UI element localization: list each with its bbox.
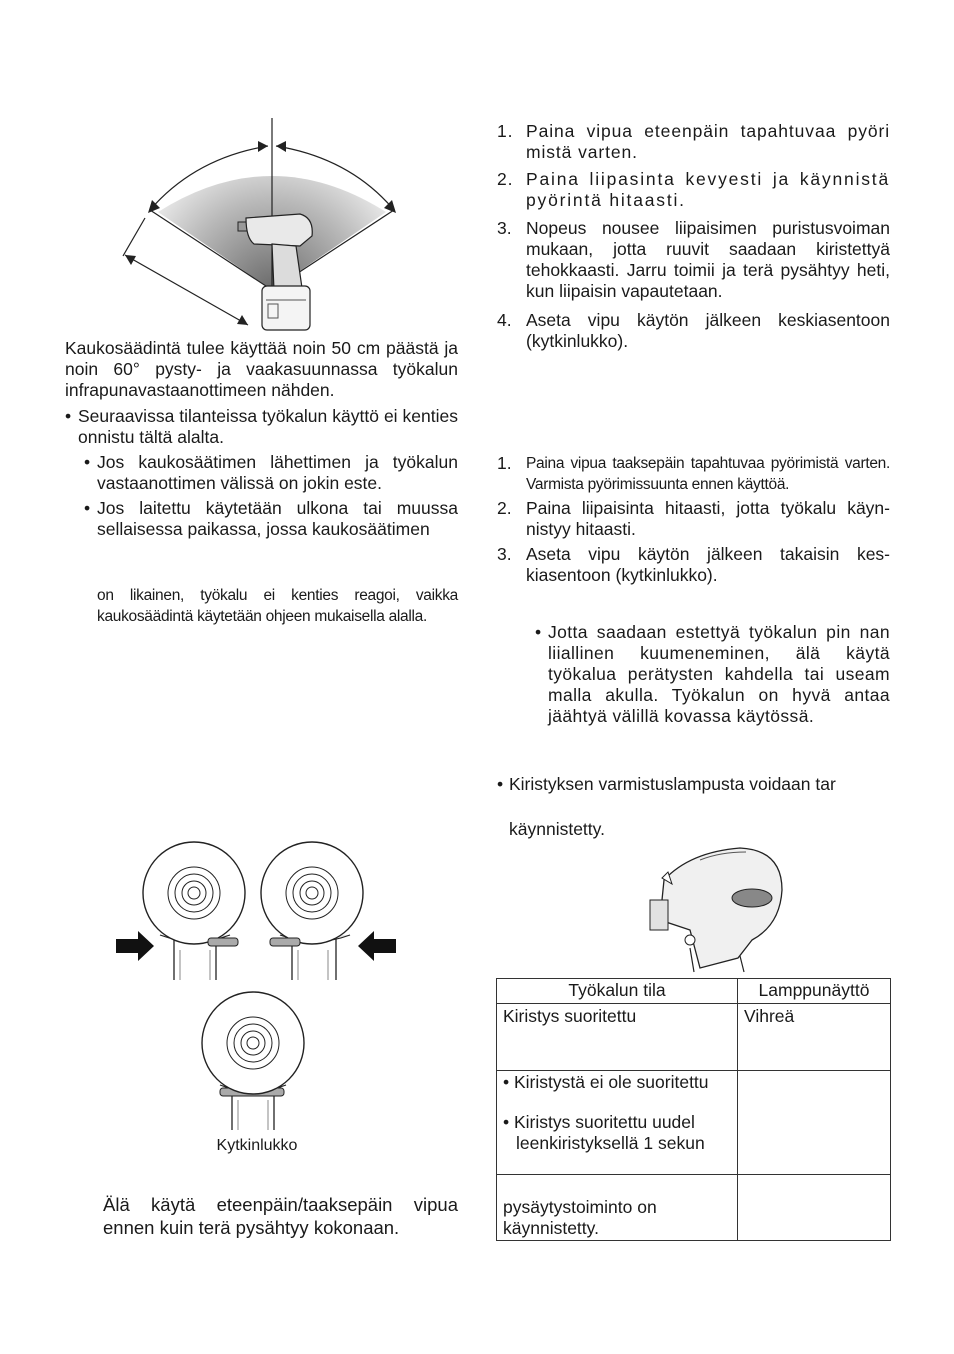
lamp-continuation: käynnistetty. xyxy=(509,819,605,839)
lamp-bullet: • Kiristyksen varmistuslampusta voidaan tar xyxy=(497,774,890,795)
row2-bullet-b-line1: Kiristys suoritettu uudel xyxy=(514,1112,695,1132)
tool-head-locked-icon xyxy=(202,992,304,1130)
continuation-text: on likainen, työkalu ei kenties reagoi, vaikka kaukosäädintä käytetään ohjeen mukaisella alalla. xyxy=(97,587,458,625)
sub-bullet-outdoor-text: Jos laitettu käytetään ulkona tai muussa sellaisessa paikassa, jossa kaukosäätimen xyxy=(97,498,458,539)
tool-head-forward-icon xyxy=(143,842,245,980)
lamp-status-table xyxy=(496,978,891,1241)
bullet-range-limit: • Seuraavissa tilanteissa työkalun käyttö ei kenties onnistu tältä alalta. xyxy=(65,406,458,447)
row1-lamp: Vihreä xyxy=(738,1004,891,1071)
row3-state: pysäytystoiminto on käynnistetty. xyxy=(497,1175,738,1241)
range-cone xyxy=(158,176,386,290)
tool-head-reverse-icon xyxy=(261,842,363,980)
header-lamp-display: Lamppunäyttö xyxy=(738,979,891,1004)
lamp-indicator-icon xyxy=(732,889,772,907)
overheat-bullet-text: Jotta saadaan estettyä työkalun pin nan liiallinen kuumeneminen, älä käytä työkalua perätysten kahdella tai useam malla akulla. Työkalun on hyvä antaa jäähtyä välillä kovassa käytössä. xyxy=(548,622,890,726)
row1-state: Kiristys suoritettu xyxy=(497,1004,738,1071)
table-row xyxy=(497,1071,891,1175)
sub-bullet-outdoor: • Jos laitettu käytetään ulkona tai muussa sellaisessa paikassa, jossa kaukosäätimen xyxy=(84,498,458,539)
angle-arc-right xyxy=(276,146,394,210)
table-row xyxy=(497,1175,891,1241)
table-header-row xyxy=(497,979,891,1004)
arrow-left-icon xyxy=(358,931,396,961)
screwdriver-tool-icon xyxy=(238,214,312,330)
row2-state: • Kiristystä ei ole suoritettu • Kiristys suoritettu uudel leenkiristyksellä 1 sekun xyxy=(497,1071,738,1175)
angle-arc-left xyxy=(150,146,268,210)
row3-lamp xyxy=(738,1175,891,1241)
row2-bullet-a: Kiristystä ei ole suoritettu xyxy=(514,1072,709,1092)
lever-warning: Älä käytä eteenpäin/taaksepäin vipua ennen kuin terä pysähtyy kokonaan. xyxy=(103,1194,458,1238)
distance-line xyxy=(125,255,248,325)
sub-bullet-obstacle-text: Jos kaukosäätimen lähettimen ja työkalun vastaanottimen välissä on jokin este. xyxy=(97,452,458,493)
table-row xyxy=(497,1004,891,1071)
bullet-range-limit-text: Seuraavissa tilanteissa työkalun käyttö ei kenties onnistu tältä alalta. xyxy=(78,406,458,447)
arrow-right-icon xyxy=(116,931,154,961)
row2-lamp xyxy=(738,1071,891,1175)
row2-bullet-b-line2: leenkiristyksellä 1 sekun xyxy=(516,1133,705,1153)
sub-bullet-obstacle: • Jos kaukosäätimen lähettimen ja työkalun vastaanottimen välissä on jokin este. xyxy=(84,452,458,493)
lock-caption: Kytkinlukko xyxy=(216,1137,298,1154)
overheat-bullet: • Jotta saadaan estettyä työkalun pin nan liiallinen kuumeneminen, älä käytä työkalua perätysten kahdella tai useam malla akulla. Työkalun on hyvä antaa jäähtyä välillä kovassa käytössä. xyxy=(535,622,890,726)
header-tool-state: Työkalun tila xyxy=(497,979,738,1004)
range-paragraph: Kaukosäädintä tulee käyttää noin 50 cm päästä ja noin 60° pysty- ja vaakasuunnassa työkalun infrapunavastaanottimeen nähden. xyxy=(65,338,458,400)
lamp-bullet-text: Kiristyksen varmistuslampusta voidaan tar xyxy=(509,774,836,794)
